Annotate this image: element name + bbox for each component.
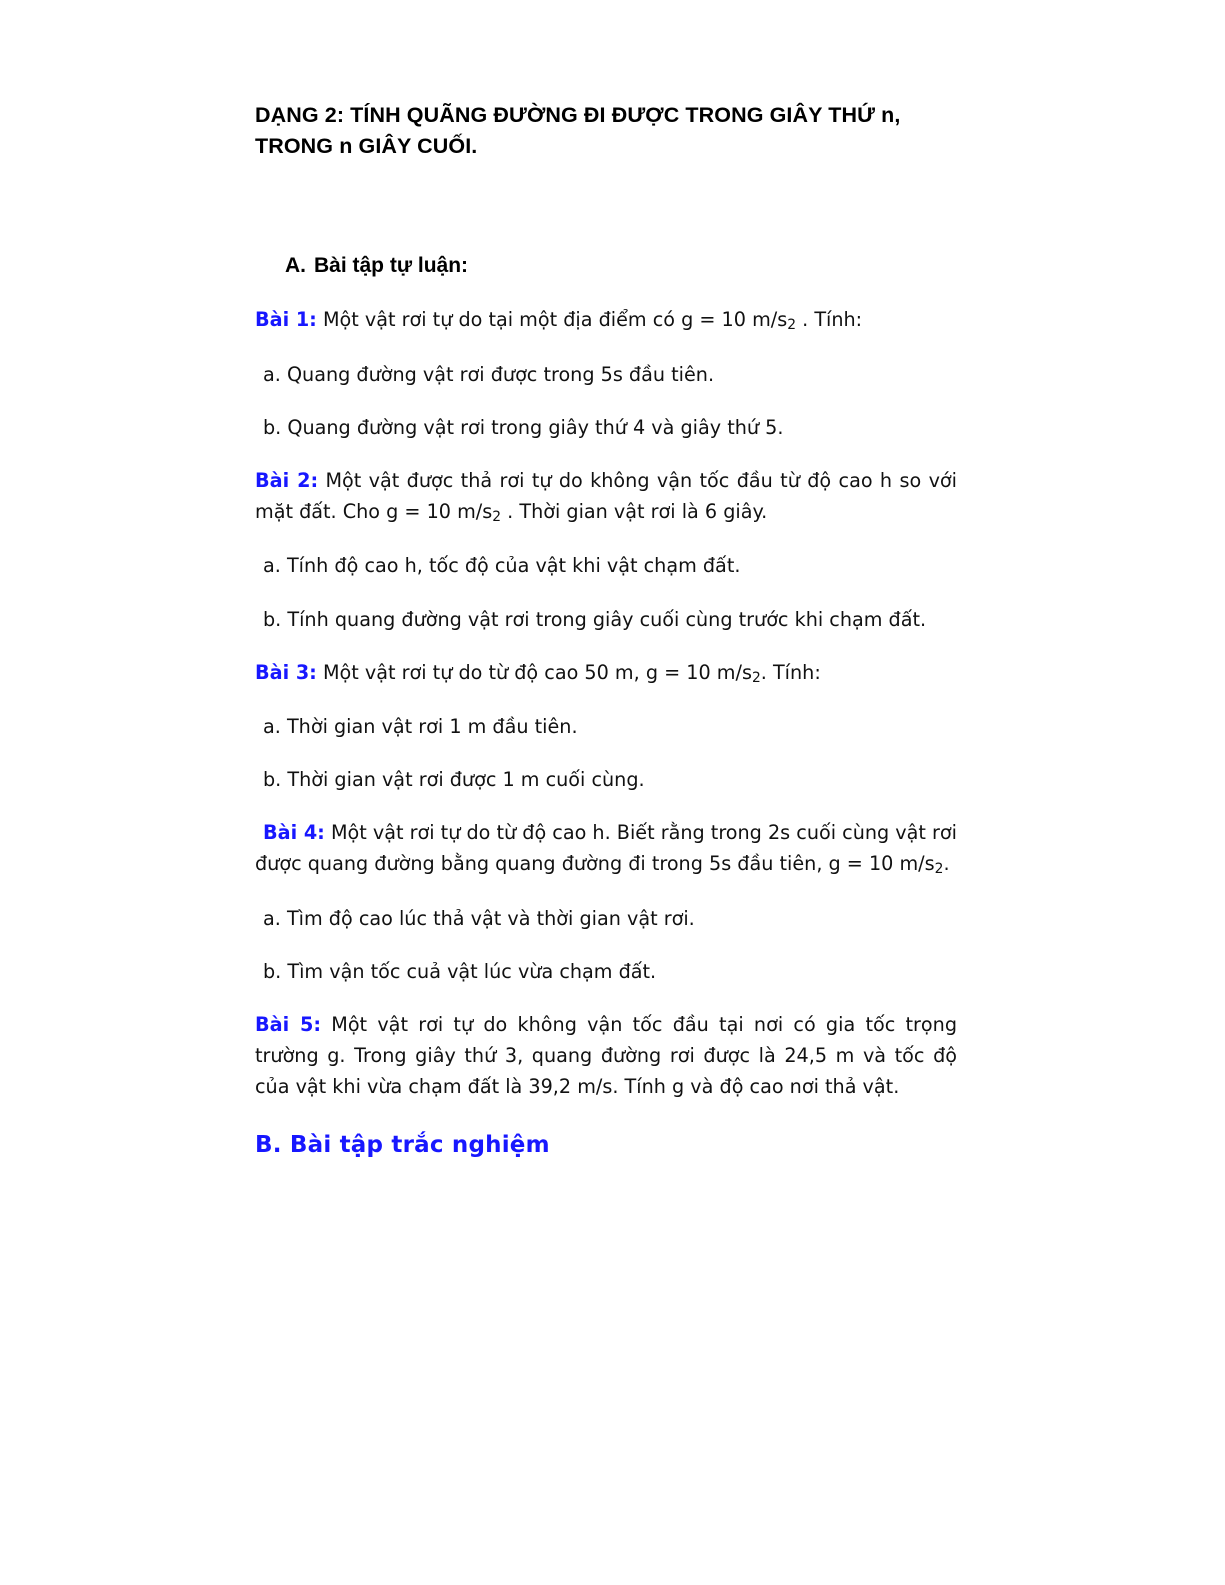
page-title-line1: DẠNG 2: TÍNH QUÃNG ĐƯỜNG ĐI ĐƯỢC TRONG GIÂY THỨ n, bbox=[255, 103, 901, 127]
exercise-subscript: 2 bbox=[934, 861, 944, 878]
exercise-text: Một vật rơi tự do từ độ cao 50 m, g = 10 m/s bbox=[316, 660, 752, 684]
exercise-text: a. Tính độ cao h, tốc độ của vật khi vật chạm đất. bbox=[263, 554, 741, 578]
exercise-text: a. Tìm độ cao lúc thả vật và thời gian vật rơi. bbox=[263, 906, 695, 930]
exercise-item bbox=[255, 817, 957, 881]
exercise-text: a. Thời gian vật rơi 1 m đầu tiên. bbox=[263, 715, 578, 739]
exercise-label: Bài 4: bbox=[263, 821, 325, 845]
page-title bbox=[255, 100, 957, 162]
exercise-item bbox=[255, 956, 957, 987]
exercise-item bbox=[255, 764, 957, 795]
exercise-text: a. Quang đường vật rơi được trong 5s đầu tiên. bbox=[263, 362, 715, 386]
exercise-item bbox=[255, 550, 957, 581]
exercise-text: Một vật rơi tự do từ độ cao h. Biết rằng trong 2s cuối cùng vật rơi được quang đường bằng quang đường đi trong 5s đầu tiên, g = 10 m/s bbox=[255, 821, 957, 876]
exercise-item bbox=[255, 359, 957, 390]
exercise-item bbox=[255, 604, 957, 635]
exercise-label: Bài 5: bbox=[255, 1012, 322, 1036]
exercise-text-tail: . Thời gian vật rơi là 6 giây. bbox=[501, 500, 768, 524]
exercise-item bbox=[255, 412, 957, 443]
exercise-text: Một vật được thả rơi tự do không vận tốc đầu từ độ cao h so với mặt đất. Cho g = 10 m/s bbox=[255, 468, 957, 524]
exercise-text: b. Quang đường vật rơi trong giây thứ 4 và giây thứ 5. bbox=[263, 415, 784, 439]
exercise-subscript: 2 bbox=[751, 669, 761, 686]
exercise-subscript: 2 bbox=[787, 317, 797, 334]
exercise-text: Một vật rơi tự do tại một địa điểm có g = 10 m/s bbox=[316, 308, 788, 332]
section-a-marker: A. bbox=[285, 254, 306, 278]
exercise-text: Một vật rơi tự do không vận tốc đầu tại nơi có gia tốc trọng trường g. Trong giây thứ 3, quang đường rơi được là 24,5 m và tốc độ của vật khi vừa chạm đất là 39,2 m/s. Tính g và độ cao nơi thả vật. bbox=[255, 1012, 957, 1099]
exercise-text-tail: . bbox=[943, 852, 950, 876]
exercise-text: b. Tìm vận tốc cuả vật lúc vừa chạm đất. bbox=[263, 959, 657, 983]
exercise-item bbox=[255, 465, 957, 529]
exercise-label: Bài 2: bbox=[255, 468, 319, 492]
exercise-text: b. Thời gian vật rơi được 1 m cuối cùng. bbox=[263, 768, 645, 792]
exercise-text-tail: . Tính: bbox=[760, 660, 821, 684]
exercise-item bbox=[255, 1009, 957, 1102]
exercise-item bbox=[255, 711, 957, 742]
exercise-item bbox=[255, 903, 957, 934]
exercise-subscript: 2 bbox=[492, 509, 502, 526]
exercise-label: Bài 3: bbox=[255, 660, 317, 684]
exercise-item bbox=[255, 304, 957, 336]
exercise-text-tail: . Tính: bbox=[796, 308, 863, 332]
document-content bbox=[255, 100, 957, 1158]
section-heading-b: B. Bài tập trắc nghiệm bbox=[255, 1132, 550, 1159]
page-title-line2: TRONG n GIÂY CUỐI. bbox=[255, 134, 478, 159]
exercise-text: b. Tính quang đường vật rơi trong giây cuối cùng trước khi chạm đất. bbox=[263, 607, 927, 631]
exercise-label: Bài 1: bbox=[255, 308, 317, 332]
section-heading-a bbox=[285, 254, 957, 278]
exercise-item bbox=[255, 657, 957, 689]
section-a-label: Bài tập tự luận: bbox=[314, 254, 469, 278]
